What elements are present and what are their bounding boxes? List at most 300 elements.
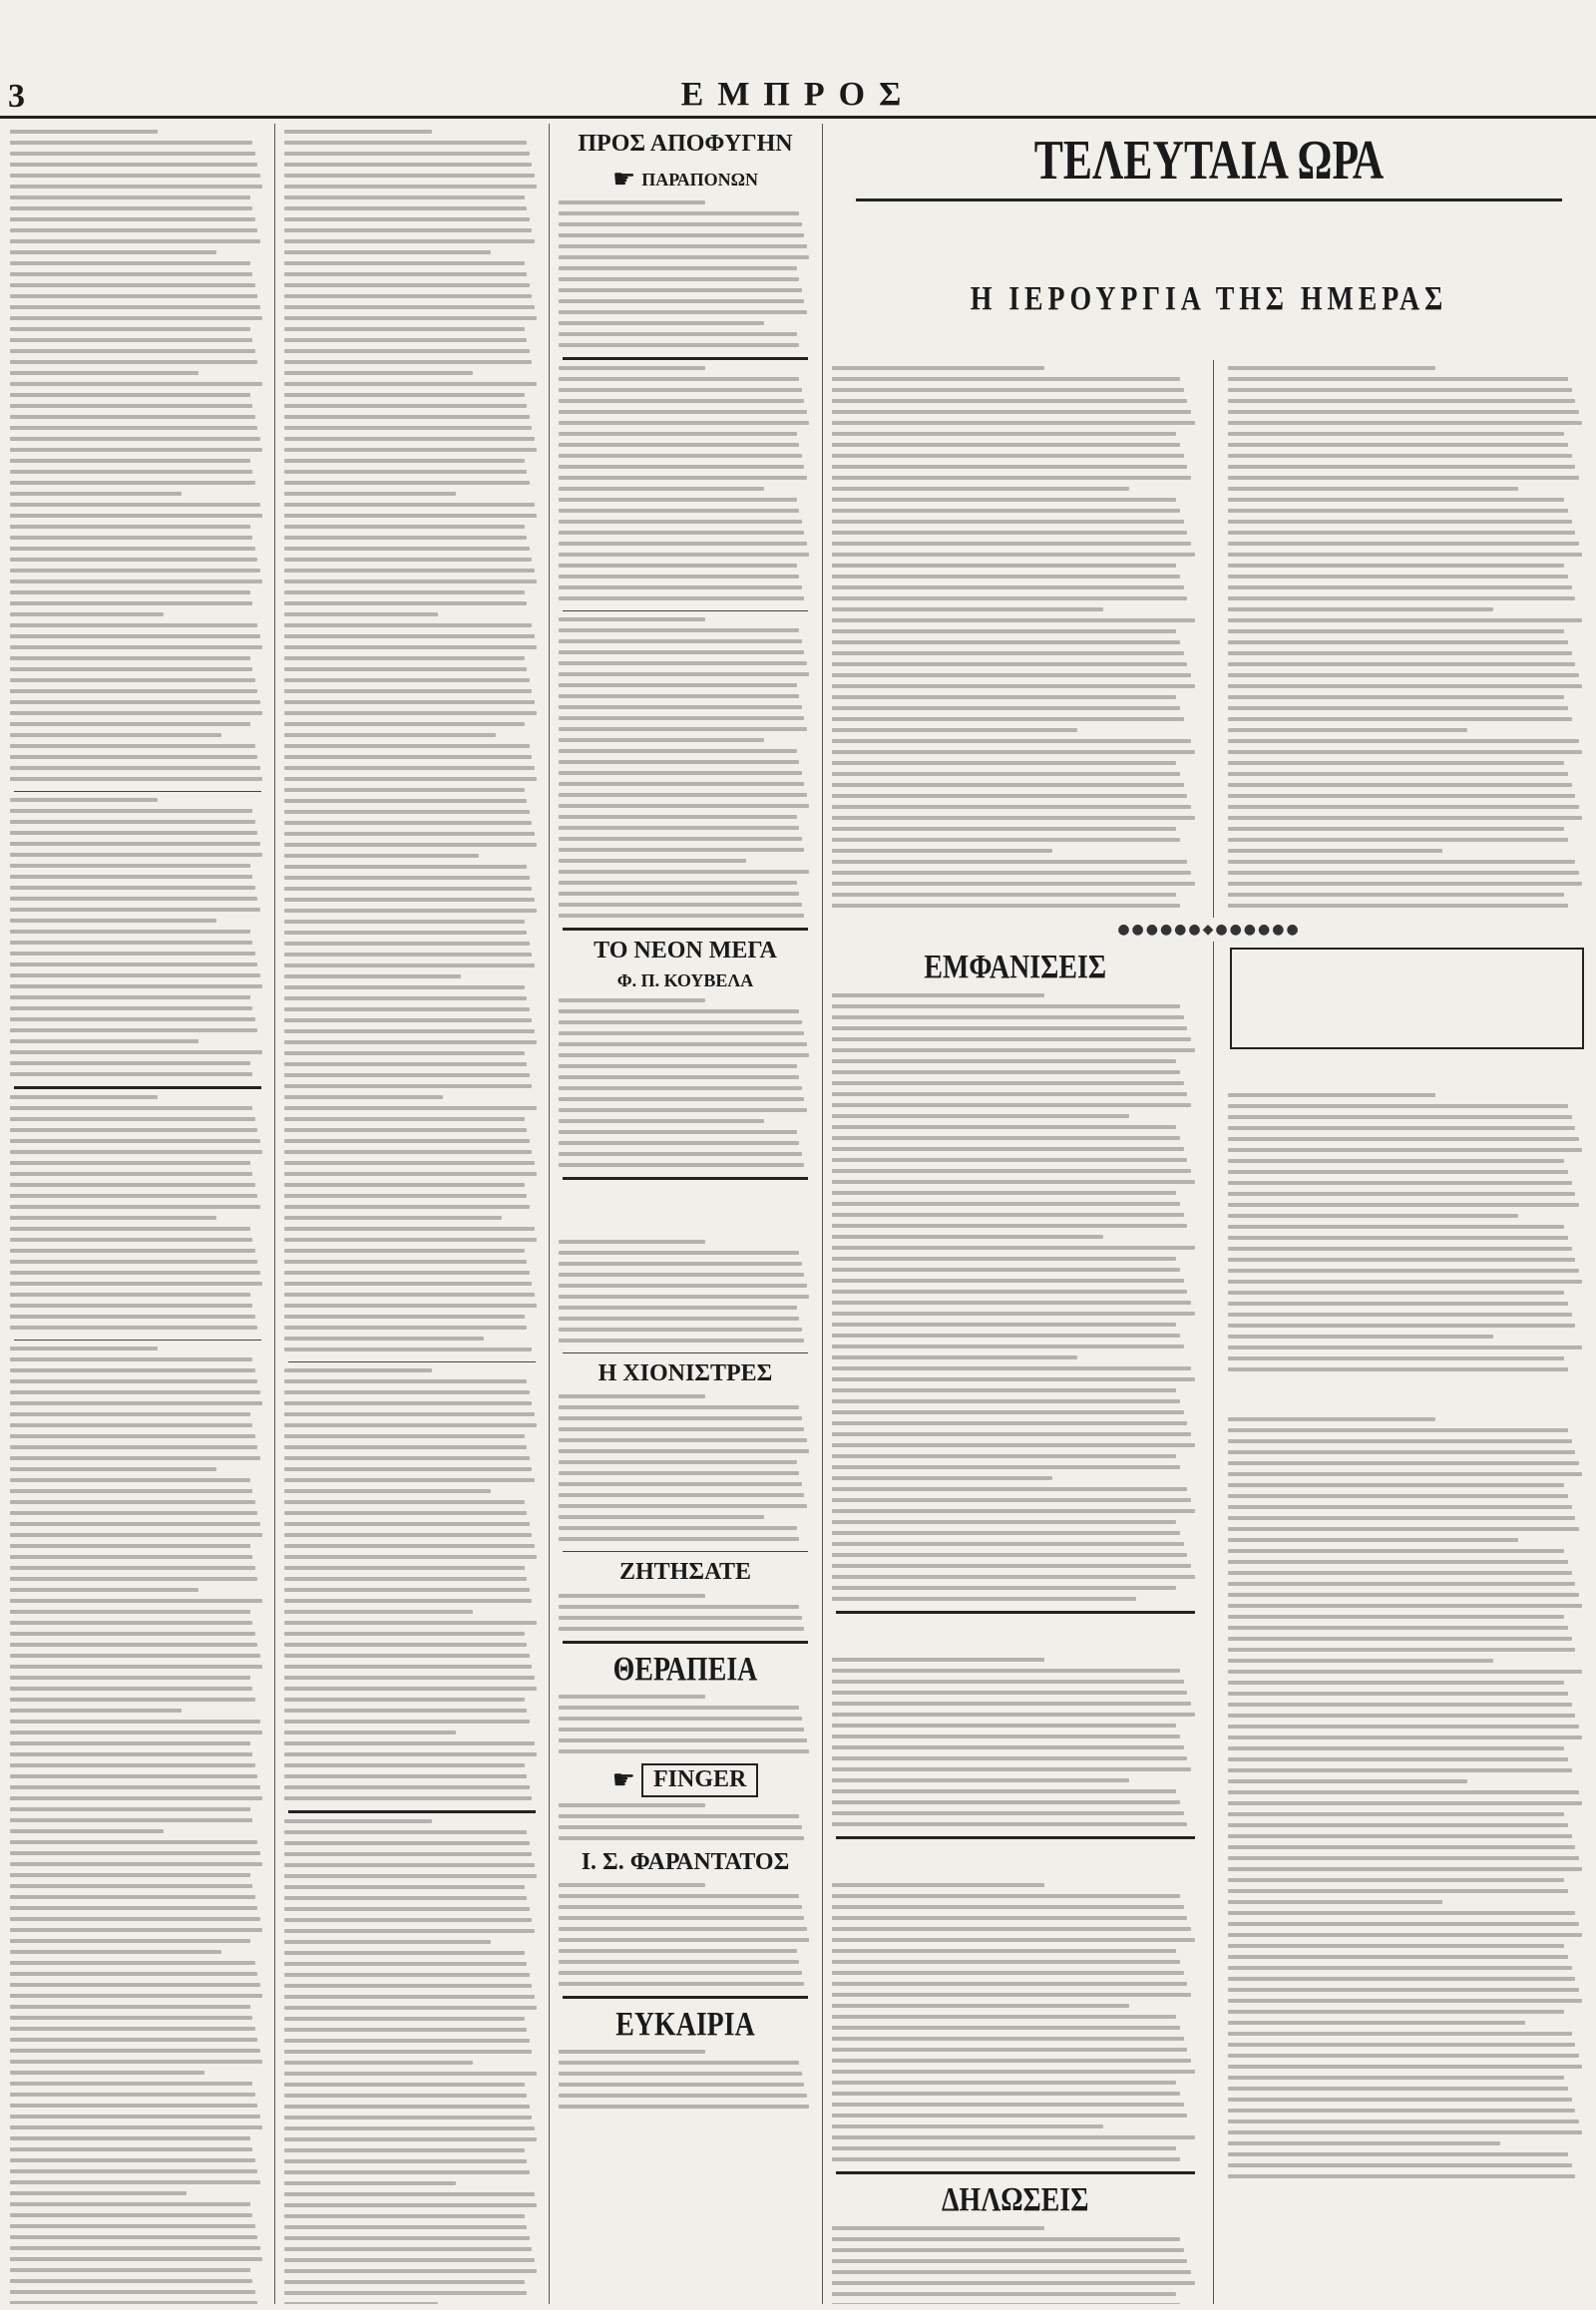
text-line [832,1531,1180,1535]
divider [563,1641,808,1644]
column-3 [553,124,818,2304]
text-line [284,2236,530,2240]
text-line [10,995,250,999]
text-line [284,1588,530,1592]
text-line [832,1399,1180,1403]
text-line [284,2137,537,2141]
text-line [10,1489,252,1493]
text-line [284,2061,473,2065]
text-line [10,2169,257,2173]
article-text [1228,1093,1587,1371]
text-line [10,1840,257,1844]
text-line [832,1015,1184,1019]
text-line [832,1713,1195,1717]
text-line [1228,1779,1468,1783]
text-line [284,1478,535,1482]
text-line [10,1117,255,1121]
text-line [284,1632,525,1636]
text-line [284,228,532,232]
text-line [1228,2109,1576,2113]
text-line [284,481,530,485]
text-line [559,487,764,491]
text-line [10,206,252,210]
text-line [10,360,257,364]
text-line [10,1774,257,1778]
text-line [832,531,1187,535]
text-line [1228,1615,1565,1619]
text-line [10,283,255,287]
text-line [10,130,158,134]
text-line [832,1960,1180,1964]
text-line [832,1465,1180,1469]
text-line [10,1939,250,1943]
ad-heading-therapeia: ΘΕΡΑΠΕΙΑ [612,1650,758,1688]
text-line [10,908,260,912]
text-line [284,1752,537,1756]
text-line [832,542,1191,546]
text-line [832,2146,1176,2150]
text-line [284,371,473,375]
text-line [10,656,250,660]
text-line [559,1803,705,1807]
text-line [10,1599,262,1603]
text-line [832,2248,1184,2252]
text-line [832,1377,1195,1381]
text-line [284,1687,537,1691]
text-line [284,393,525,397]
text-line [284,898,535,902]
text-line [1228,1966,1572,1970]
text-line [1228,662,1576,666]
ad-text [559,1803,812,1840]
text-line [10,492,182,496]
text-line [284,711,537,715]
text-line [10,2038,257,2042]
ad-heading-farantatos: Ι. Σ. ΦΑΡΑΝΤΑΤΟΣ [581,1848,790,1875]
text-line [1228,553,1583,557]
subheading [830,324,1588,352]
text-line [284,2116,532,2119]
text-line [1228,739,1579,743]
text-line [559,432,797,436]
text-line [10,1249,255,1253]
text-line [832,1092,1187,1096]
text-line [832,739,1191,743]
text-line [1228,1428,1569,1432]
text-line [1228,1856,1579,1860]
text-line [284,2192,535,2196]
text-line [284,569,535,573]
text-line [832,1345,1184,1348]
text-line [284,536,527,540]
text-line [284,744,530,748]
text-line [284,163,532,167]
text-line [1228,366,1436,370]
text-line [559,749,797,753]
text-line [10,579,262,583]
text-line [559,454,802,458]
text-line [1228,1834,1572,1838]
subheading [1266,995,1547,1035]
text-line [284,1863,535,1867]
text-line [10,503,260,507]
text-line [10,1851,260,1855]
article-text [832,366,1199,908]
text-line [832,1048,1195,1052]
text-line [559,575,799,578]
text-line [832,2237,1180,2241]
text-line [832,794,1187,798]
text-line [284,1150,532,1154]
text-line [832,651,1184,655]
text-line [10,1632,255,1636]
text-line [10,569,260,573]
text-line [1228,794,1576,798]
text-line [1228,564,1565,568]
subheading [1226,1057,1589,1085]
text-line [832,816,1195,820]
text-line [559,1960,799,1964]
text-line [1228,476,1579,480]
text-line [1228,607,1493,611]
text-line [284,1676,535,1680]
text-line [284,206,527,210]
text-line [559,892,799,896]
text-line [284,1885,525,1889]
text-line [10,2191,187,2195]
text-line [1228,2087,1569,2091]
text-line [10,1315,255,1319]
text-line [559,2072,802,2076]
text-line [832,1136,1180,1140]
text-line [1228,1922,1579,1926]
text-line [284,1194,527,1198]
text-line [10,1621,252,1625]
text-line [10,1698,255,1702]
text-line [832,1268,1180,1272]
text-line [832,1026,1187,1030]
ad-heading-neon-mega: ΤΟ ΝΕΟΝ ΜΕΓΑ [594,938,777,964]
text-line [284,1172,537,1176]
text-line [559,509,799,513]
text-line [10,2301,257,2304]
text-line [10,1687,252,1691]
text-line [284,2181,456,2185]
text-line [559,1728,804,1732]
text-line [832,673,1191,677]
text-line [284,1445,527,1449]
text-line [1228,1889,1569,1893]
text-line [284,876,530,880]
text-line [284,1763,525,1767]
text-line [1228,520,1572,524]
text-line [10,984,262,988]
text-line [284,1852,532,1856]
ad-text [559,998,812,1167]
text-line [1228,1324,1576,1328]
masthead [0,0,1596,115]
text-line [10,590,250,594]
text-line [559,998,705,1002]
text-line [559,1042,807,1046]
text-line [284,525,525,529]
text-line [832,1202,1180,1206]
text-line [284,788,525,792]
text-line [10,1072,252,1076]
text-line [10,261,250,265]
text-line [10,437,260,441]
ad-heading-eukairia: ΕΥΚΑΙΡΙΑ [615,2005,755,2043]
text-line [284,1271,530,1275]
text-line [1228,2098,1572,2102]
text-line [10,842,260,846]
text-line [284,1095,443,1099]
text-line [10,1028,257,1032]
text-line [559,1927,807,1931]
text-line [284,1654,530,1658]
text-line [559,1825,802,1829]
text-line [284,700,535,704]
text-line [1228,816,1583,820]
text-line [10,217,255,221]
text-line [284,678,530,682]
text-line [10,141,252,145]
text-line [559,650,804,654]
text-line [559,1916,804,1920]
text-line [559,705,802,709]
ad-heading-large [580,1188,791,1232]
text-line [832,2026,1180,2030]
text-line [10,2071,204,2075]
text-line [10,1807,250,1811]
text-line [284,985,525,989]
text-line [10,711,262,715]
text-line [1228,2130,1583,2134]
text-line [284,1106,537,1110]
text-line [284,558,532,562]
text-line [284,130,432,134]
text-line [832,1114,1129,1118]
text-line [559,1449,809,1453]
text-line [284,152,530,156]
lower-section [826,942,1592,2304]
text-line [284,1282,532,1286]
ad-text [559,366,812,600]
text-line [10,1050,262,1054]
subheading [1236,962,1579,987]
divider [563,1177,808,1180]
text-line [832,1158,1187,1162]
text-line [832,1982,1187,1986]
text-line [10,941,252,945]
text-line [10,755,257,759]
text-line [559,2094,807,2098]
text-line [1228,1236,1569,1240]
text-line [284,1434,525,1438]
text-line [559,288,802,292]
text-line [832,1971,1184,1975]
text-line [1228,860,1576,864]
text-line [1228,443,1569,447]
text-line [559,476,807,480]
subheading [830,245,1588,273]
text-line [559,1273,804,1277]
divider [563,1352,808,1353]
text-line [10,2093,255,2097]
text-line [10,1445,257,1449]
subheading [830,1622,1201,1650]
text-line [559,596,804,600]
column-1 [4,124,271,2304]
text-line [10,2049,260,2053]
text-line [284,1929,535,1933]
text-line [10,1478,250,1482]
text-line [284,766,535,770]
text-line [832,750,1195,754]
text-line [1228,1126,1576,1130]
article-text [832,993,1199,1601]
text-line [10,525,250,529]
text-line [10,1720,260,1724]
text-line [832,618,1195,622]
text-line [832,1388,1176,1392]
text-line [832,2135,1195,2139]
text-line [1228,750,1583,754]
text-line [559,1075,799,1079]
text-line [10,2005,250,2009]
text-line [559,1097,804,1101]
text-line [10,1522,260,1526]
text-line [284,1401,532,1405]
text-line [284,1741,535,1745]
text-line [832,2004,1129,2008]
text-line [10,404,252,408]
text-line [10,973,260,977]
article-text [10,798,265,1076]
text-line [832,2270,1191,2274]
text-line [1228,1692,1569,1696]
text-line [832,2292,1176,2296]
text-line [284,1337,484,1341]
text-line [10,1347,158,1350]
ad-text [559,200,812,347]
text-line [1228,487,1518,491]
text-line [832,1916,1187,1920]
text-line [559,1317,799,1321]
text-line [284,996,527,1000]
text-line [559,617,705,621]
text-line [832,838,1180,842]
text-line [559,1515,764,1519]
text-line [1228,640,1569,644]
text-line [10,667,252,671]
text-line [832,1669,1180,1673]
text-line [284,382,537,386]
text-line [832,695,1176,699]
text-line [10,2158,255,2162]
text-line [832,1509,1195,1513]
text-line [559,837,802,841]
text-line [832,2114,1187,2118]
text-line [1228,575,1569,578]
text-line [284,1918,532,1922]
heading-emfaniseis: ΕΜΦΑΝΙΣΕΙΣ [924,949,1107,986]
text-line [10,1095,158,1099]
text-line [10,1862,262,1866]
text-line [284,1412,535,1416]
text-line [10,163,257,167]
text-line [1228,1659,1493,1663]
text-line [10,2213,252,2217]
text-line [10,481,255,485]
text-line [284,2280,525,2284]
text-line [284,459,525,463]
text-line [832,1597,1136,1601]
text-line [832,1520,1176,1524]
text-line [284,2225,527,2229]
text-line [1228,1159,1565,1163]
text-line [1228,1571,1572,1575]
text-line [10,1293,250,1297]
text-line [10,820,255,824]
text-line [832,2081,1176,2085]
divider [836,1836,1195,1839]
text-line [1228,1494,1569,1498]
text-line [284,2083,525,2087]
text-line [284,2258,535,2262]
text-line [832,432,1176,436]
text-line [10,470,252,474]
text-line [284,942,530,946]
text-line [10,1326,257,1330]
text-line [284,547,530,551]
text-line [832,1246,1195,1250]
text-line [1228,1505,1572,1509]
text-line [10,831,257,835]
text-line [10,1588,199,1592]
text-line [10,272,252,276]
text-line [10,897,257,901]
subheading [830,1847,1201,1875]
text-line [559,1427,804,1431]
text-line [10,1818,252,1822]
text-line [284,239,535,243]
text-line [284,645,537,649]
text-line [832,1927,1191,1931]
text-line [559,815,797,819]
text-line [284,2072,537,2076]
text-line [559,672,809,676]
text-line [284,953,532,957]
text-line [284,338,527,342]
text-line [832,1894,1180,1898]
text-line [832,607,1103,611]
text-line [10,722,250,726]
text-line [284,1796,532,1800]
text-line [1228,1812,1565,1816]
text-line [832,1334,1180,1338]
text-line [559,727,807,731]
text-line [1228,1170,1569,1174]
divider [288,1810,536,1813]
text-line [1228,2065,1583,2069]
text-line [284,2094,527,2098]
text-line [559,1938,809,1942]
text-line [284,590,525,594]
text-line [284,492,456,496]
text-line [284,2214,525,2218]
text-line [284,1183,525,1187]
